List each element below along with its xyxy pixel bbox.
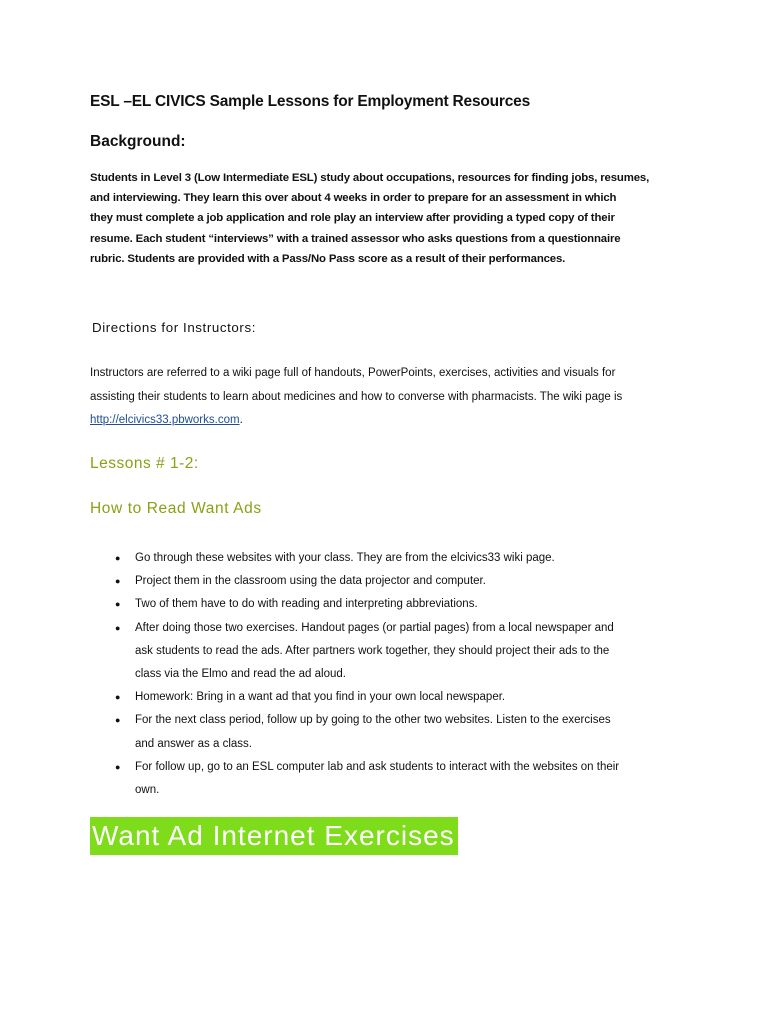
background-line: and interviewing. They learn this over about 4 weeks in order to prepare for an assessment in which [90,192,617,205]
background-line: rubric. Students are provided with a Pass/No Pass score as a result of their performances. [90,252,566,265]
directions-line: Instructors are referred to a wiki page full of handouts, PowerPoints, exercises, activities and visuals for [90,367,616,379]
list-item [90,593,690,616]
list-item-text: Two of them have to do with reading and interpreting abbreviations. [135,598,478,611]
background-line: Students in Level 3 (Low Intermediate ESL) study about occupations, resources for finding jobs, resumes, [90,172,650,184]
list-item-text: and answer as a class. [135,737,252,750]
link-period: . [239,414,243,427]
directions-line: assisting their students to learn about medicines and how to converse with pharmacists. The wiki page is [90,390,623,403]
list-item-text: For the next class period, follow up by going to the other two websites. Listen to the exercises [135,714,611,727]
bullet-icon: ● [115,692,121,703]
want-ad-exercises-banner: Want Ad Internet Exercises [90,817,458,855]
bullet-icon: ● [115,715,121,726]
list-item-text: Go through these websites with your class. They are from the elcivics33 wiki page. [135,552,555,564]
list-item-text: class via the Elmo and read the ad aloud. [135,668,346,681]
document-title: ESL –EL CIVICS Sample Lessons for Employment Resources [90,93,530,110]
list-item-text: Project them in the classroom using the data projector and computer. [135,575,486,588]
list-item-text: Homework: Bring in a want ad that you find in your own local newspaper. [135,691,506,704]
list-item-text: After doing those two exercises. Handout pages (or partial pages) from a local newspaper and [135,621,614,634]
background-line: they must complete a job application and role play an interview after providing a typed copy of their [90,212,615,225]
how-to-read-want-ads-heading: How to Read Want Ads [90,500,262,517]
directions-heading: Directions for Instructors: [92,320,256,335]
bullet-icon: ● [115,761,121,772]
wiki-link[interactable]: http://elcivics33.pbworks.com [90,414,240,427]
bullet-icon: ● [115,576,121,587]
lessons-heading: Lessons # 1-2: [90,455,199,472]
background-paragraph [90,168,690,269]
bullet-icon: ● [115,622,121,633]
background-line: resume. Each student “interviews” with a trained assessor who asks questions from a questionnaire [90,232,621,245]
bullet-icon: ● [115,553,121,563]
list-item [90,547,690,570]
list-item-text: ask students to read the ads. After partners work together, they should project their ads to the [135,644,610,657]
directions-link-line [90,409,690,433]
list-item [90,756,690,802]
list-item-text: For follow up, go to an ESL computer lab and ask students to interact with the websites on their [135,760,620,773]
list-item [90,709,690,755]
bullet-icon: ● [115,599,121,610]
background-heading: Background: [90,133,186,150]
directions-paragraph [90,362,690,433]
list-item [90,617,690,687]
list-item [90,570,690,593]
list-item-text: own. [135,784,160,797]
lesson-bullet-list [90,547,690,802]
list-item [90,686,690,709]
